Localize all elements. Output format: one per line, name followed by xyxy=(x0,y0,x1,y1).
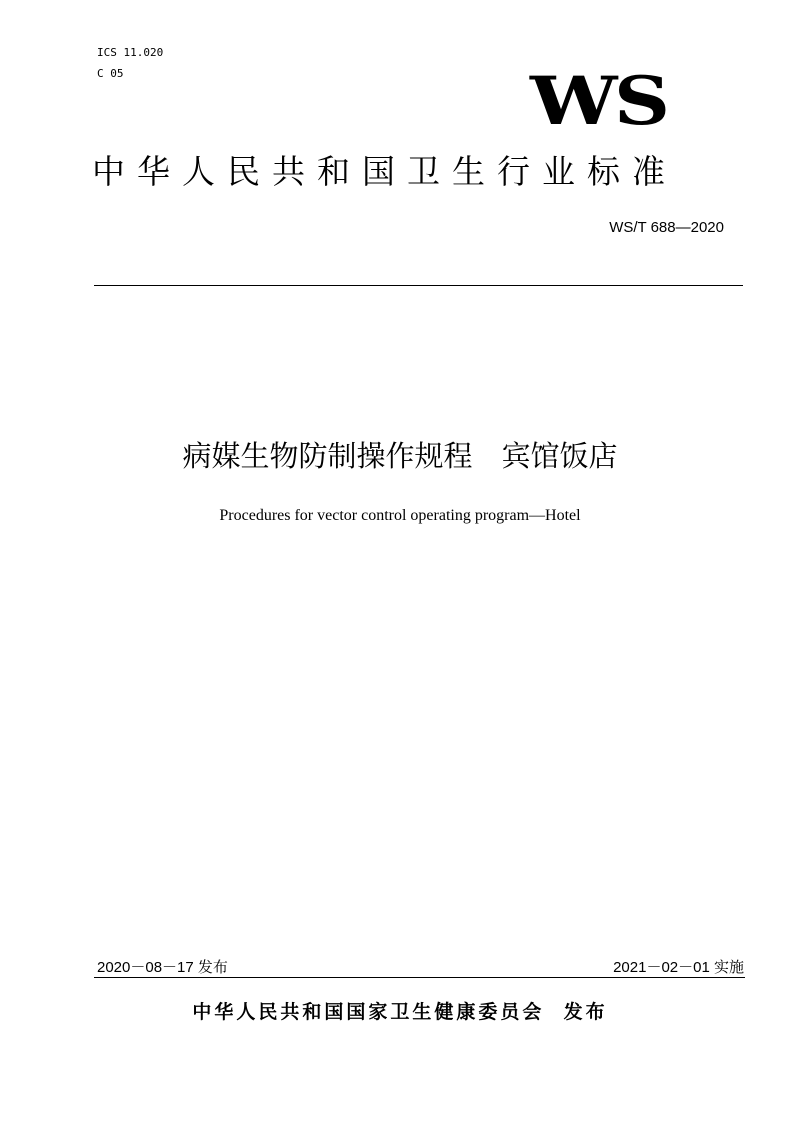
issuing-authority: 中华人民共和国国家卫生健康委员会 发布 xyxy=(192,1001,608,1023)
publish-date: 2020－08－17 发布 xyxy=(97,959,228,976)
ws-logo: WS xyxy=(530,62,667,140)
bottom-divider xyxy=(94,977,745,978)
standard-number: WS/T 688—2020 xyxy=(609,219,724,236)
classification-codes xyxy=(97,42,163,84)
document-title-english: Procedures for vector control operating program—Hotel xyxy=(219,507,581,524)
document-title-chinese: 病媒生物防制操作规程 宾馆饭店 xyxy=(182,439,618,473)
ics-code: ICS 11.020 xyxy=(97,46,164,59)
implement-date: 2021－02－01 实施 xyxy=(613,959,744,976)
top-divider xyxy=(94,285,743,286)
ccs-code: C 05 xyxy=(97,67,124,80)
standard-type-title: 中华人民共和国卫生行业标准 xyxy=(92,152,677,191)
